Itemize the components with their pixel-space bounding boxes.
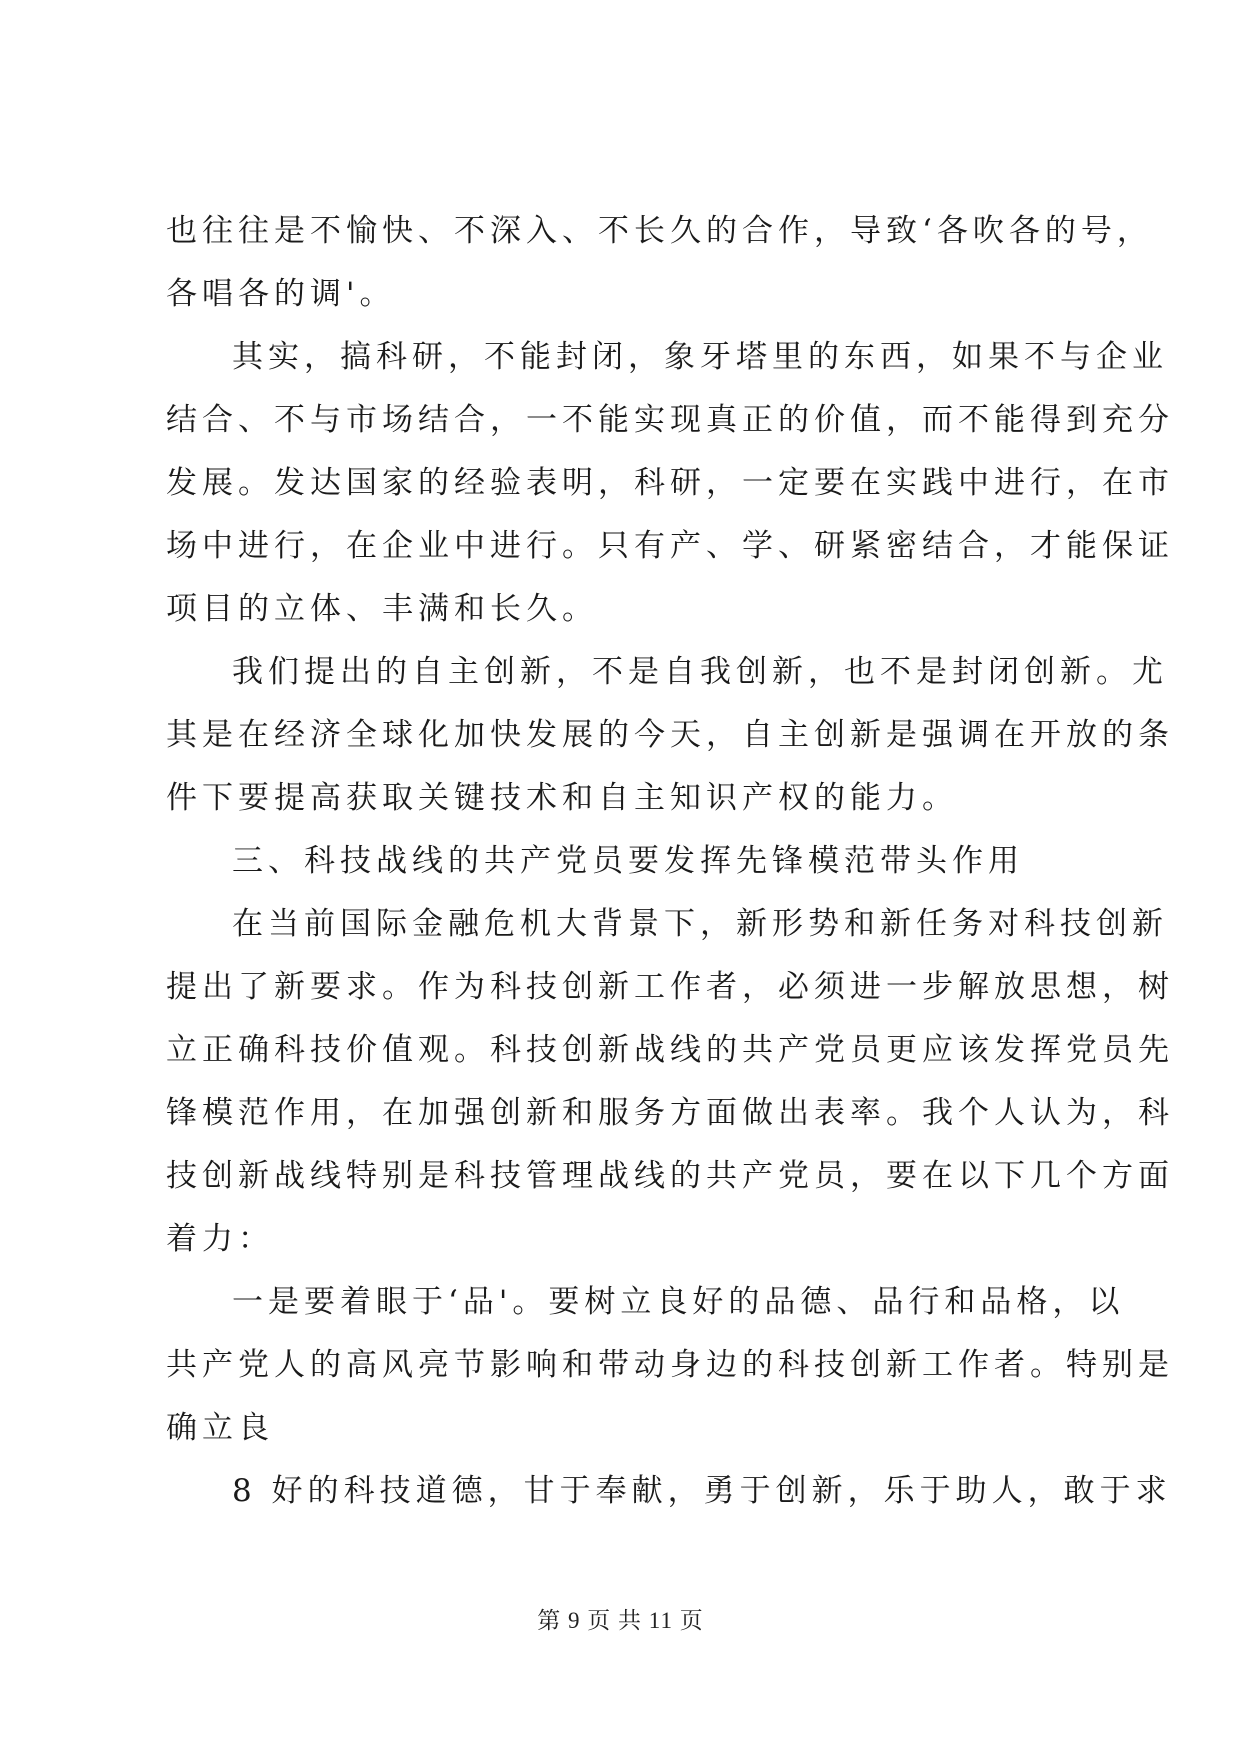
text-line: 一是要着眼于‘品'。要树立良好的品德、品行和品格，以: [232, 1284, 1125, 1320]
text-line: 锋模范作用，在加强创新和服务方面做出表率。我个人认为，科: [166, 1095, 1174, 1131]
text-line: 其实，搞科研，不能封闭，象牙塔里的东西，如果不与企业: [232, 339, 1168, 375]
text-line: 我们提出的自主创新，不是自我创新，也不是封闭创新。尤: [232, 654, 1168, 690]
text-line: 件下要提高获取关键技术和自主知识产权的能力。: [166, 780, 958, 816]
text-line: 发展。发达国家的经验表明，科研，一定要在实践中进行，在市: [166, 465, 1174, 501]
text-line: 其是在经济全球化加快发展的今天，自主创新是强调在开放的条: [166, 717, 1174, 753]
text-line: 三、科技战线的共产党员要发挥先锋模范带头作用: [232, 843, 1024, 879]
text-line: 8 好的科技道德，甘于奉献，勇于创新，乐于助人，敢于求: [232, 1473, 1172, 1509]
body-text: [166, 200, 1174, 1523]
text-line: 确立良: [166, 1410, 274, 1446]
text-line: 各唱各的调'。: [166, 276, 396, 312]
text-line: 项目的立体、丰满和长久。: [166, 591, 598, 627]
text-line: 立正确科技价值观。科技创新战线的共产党员更应该发挥党员先: [166, 1032, 1174, 1068]
text-line: 提出了新要求。作为科技创新工作者，必须进一步解放思想，树: [166, 969, 1174, 1005]
text-line: 技创新战线特别是科技管理战线的共产党员，要在以下几个方面: [166, 1158, 1174, 1194]
text-line: 共产党人的高风亮节影响和带动身边的科技创新工作者。特别是: [166, 1347, 1174, 1383]
text-line: 结合、不与市场结合，一不能实现真正的价值，而不能得到充分: [166, 402, 1174, 438]
text-line: 场中进行，在企业中进行。只有产、学、研紧密结合，才能保证: [166, 528, 1174, 564]
text-line: 着力：: [166, 1221, 274, 1257]
page-footer: 第 9 页 共 11 页: [537, 1608, 704, 1633]
text-line: 也往往是不愉快、不深入、不长久的合作，导致‘各吹各的号，: [166, 213, 1153, 249]
text-line: 在当前国际金融危机大背景下，新形势和新任务对科技创新: [232, 906, 1168, 942]
